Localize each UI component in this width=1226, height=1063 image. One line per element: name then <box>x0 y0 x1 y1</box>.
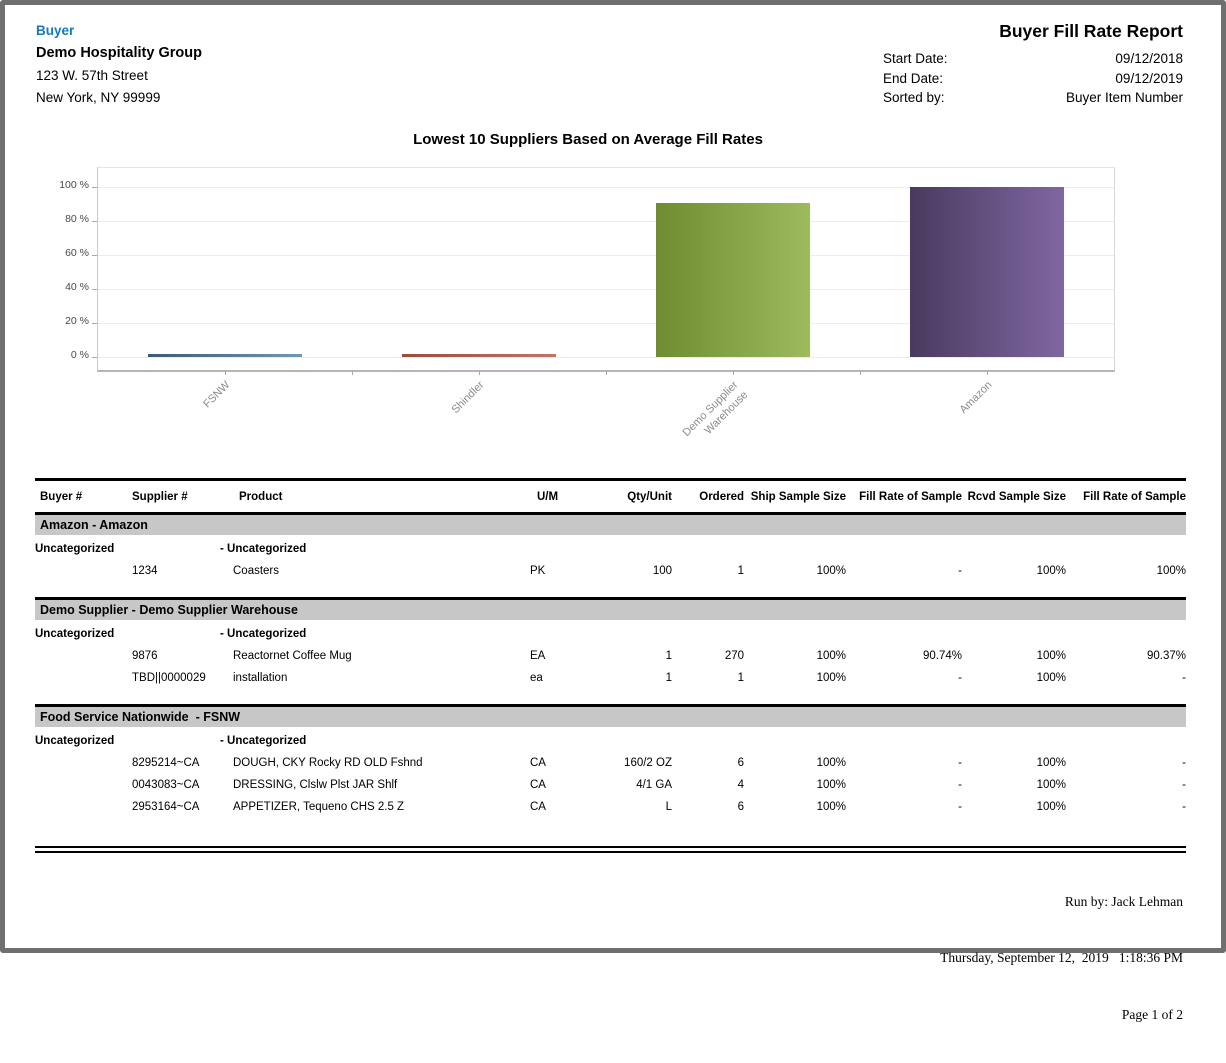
y-axis-tick <box>92 323 97 324</box>
item-row <box>35 774 1186 796</box>
buyer-label: Buyer <box>36 23 75 38</box>
buyer-company-name: Demo Hospitality Group <box>36 45 202 61</box>
item-cell: L <box>665 801 672 813</box>
category-label: Uncategorized <box>35 628 115 640</box>
category-spacer-cell <box>530 535 1186 560</box>
item-cell: ea <box>530 672 543 684</box>
item-cell: 1 <box>665 650 672 662</box>
item-cell: 160/2 OZ <box>624 757 672 769</box>
y-axis-tick-label: 80 % <box>65 213 89 225</box>
item-cell: TBD||0000029 <box>132 672 206 684</box>
item-cell: DRESSING, Clslw Plst JAR Shlf <box>233 779 398 791</box>
buyer-address-line2: New York, NY 99999 <box>36 90 161 105</box>
item-cell: 100% <box>1036 757 1066 769</box>
y-axis-tick <box>92 187 97 188</box>
item-cell: 100% <box>816 565 846 577</box>
buyer-address-line1: 123 W. 57th Street <box>36 68 148 83</box>
x-axis-tick <box>860 370 861 375</box>
item-cell <box>35 752 132 774</box>
section-title: Food Service Nationwide - FSNW <box>35 706 1186 728</box>
section-spacer-cell <box>35 818 1186 833</box>
column-header: Rcvd Sample Size <box>962 480 1066 514</box>
table-body <box>35 514 1186 834</box>
footer-divider <box>35 846 1186 853</box>
footer-page-number: Page 1 of 2 <box>1121 1007 1183 1023</box>
item-cell: 100 <box>652 565 672 577</box>
x-axis-tick <box>606 370 607 375</box>
meta-row-value: 09/12/2018 <box>1115 51 1183 66</box>
category-label: Uncategorized <box>35 543 115 555</box>
item-cell: - <box>1182 757 1186 769</box>
item-cell: 100% <box>1036 672 1066 684</box>
meta-row-label: End Date: <box>883 70 944 86</box>
item-cell: CA <box>530 801 546 813</box>
item-cell: 100% <box>816 779 846 791</box>
category-label-secondary: - Uncategorized <box>220 735 307 747</box>
item-cell: - <box>1182 801 1186 813</box>
chart-bar-amazon <box>910 187 1064 357</box>
y-axis-tick-label: 0 % <box>70 349 89 361</box>
report-footer <box>940 855 1183 1063</box>
category-spacer-cell <box>132 727 233 752</box>
section-title: Demo Supplier - Demo Supplier Warehouse <box>35 599 1186 621</box>
item-cell: 1 <box>665 672 672 684</box>
item-row <box>35 560 1186 582</box>
category-label-secondary: - Uncategorized <box>220 543 307 555</box>
item-cell: DOUGH, CKY Rocky RD OLD Fshnd <box>233 757 423 769</box>
item-cell: 100% <box>1036 650 1066 662</box>
section-spacer-row <box>35 689 1186 706</box>
item-cell: Reactornet Coffee Mug <box>233 650 352 662</box>
meta-row-label: Sorted by: <box>883 90 945 106</box>
item-cell: 270 <box>724 650 744 662</box>
meta-row-label: Start Date: <box>883 51 948 66</box>
item-cell: 6 <box>737 757 744 769</box>
category-spacer-cell <box>530 620 1186 645</box>
column-header: Ordered <box>672 480 744 514</box>
item-cell: PK <box>530 565 546 577</box>
y-axis-tick-label: 40 % <box>65 281 89 293</box>
item-cell: 100% <box>1036 801 1066 813</box>
category-spacer-cell <box>132 535 233 560</box>
column-header: Ship Sample Size <box>744 480 846 514</box>
item-cell: 9876 <box>132 650 158 662</box>
section-spacer-cell <box>35 582 1186 599</box>
section-row-amazon-amazon <box>35 514 1186 536</box>
column-header: U/M <box>530 480 606 514</box>
item-cell: CA <box>530 757 546 769</box>
chart-bar-demo-supplier-warehouse <box>656 203 810 357</box>
category-label-secondary: - Uncategorized <box>220 628 307 640</box>
column-header: Fill Rate of Sample <box>846 480 962 514</box>
item-cell: 100% <box>1156 565 1186 577</box>
column-header: Supplier # <box>132 480 233 514</box>
fill-rate-table-wrap <box>35 478 1186 833</box>
x-axis-tick <box>987 370 988 375</box>
y-axis-tick-label: 60 % <box>65 247 89 259</box>
meta-row-value: Buyer Item Number <box>1065 90 1183 106</box>
item-cell <box>35 560 132 582</box>
item-cell <box>35 796 132 818</box>
section-title: Amazon - Amazon <box>35 514 1186 536</box>
chart-x-axis-labels <box>97 379 1113 469</box>
item-cell: Coasters <box>233 565 280 577</box>
column-header: Product <box>233 480 530 514</box>
item-cell <box>35 774 132 796</box>
item-cell: - <box>1182 779 1186 791</box>
section-row-food-service-nationwide-fsnw <box>35 706 1186 728</box>
meta-row-value: 09/12/2019 <box>1115 70 1183 86</box>
item-cell <box>35 645 132 667</box>
report-meta-rows <box>883 49 1183 108</box>
x-axis-label-demo-supplier-warehouse: Demo Supplier Warehouse <box>680 379 751 439</box>
meta-row <box>883 49 1183 69</box>
meta-row <box>883 88 1183 108</box>
item-cell: 8295214~CA <box>132 757 200 769</box>
item-cell: - <box>958 757 962 769</box>
category-label: Uncategorized <box>35 735 115 747</box>
item-cell: - <box>958 779 962 791</box>
category-spacer-cell <box>530 727 1186 752</box>
x-axis-tick <box>225 370 226 375</box>
column-header: Buyer # <box>35 480 132 514</box>
item-cell: 90.74% <box>922 650 962 662</box>
category-row <box>35 535 1186 560</box>
item-cell: 100% <box>816 672 846 684</box>
section-spacer-cell <box>35 689 1186 706</box>
item-cell: 4/1 GA <box>636 779 672 791</box>
item-row <box>35 645 1186 667</box>
section-spacer-row <box>35 582 1186 599</box>
item-cell: - <box>958 565 962 577</box>
table-header-row <box>35 480 1186 514</box>
y-axis-tick <box>92 357 97 358</box>
item-cell: EA <box>530 650 546 662</box>
item-cell: 2953164~CA <box>132 801 200 813</box>
buyer-info-block <box>36 23 202 112</box>
item-cell: 1 <box>737 672 744 684</box>
category-row <box>35 727 1186 752</box>
y-axis-tick <box>92 221 97 222</box>
item-row <box>35 667 1186 689</box>
column-header: Qty/Unit <box>606 480 672 514</box>
column-header: Fill Rate of Sample <box>1066 480 1186 514</box>
y-axis-tick <box>92 289 97 290</box>
item-cell: 6 <box>737 801 744 813</box>
category-row <box>35 620 1186 645</box>
item-cell: 100% <box>1036 565 1066 577</box>
report-title: Buyer Fill Rate Report <box>999 21 1183 41</box>
item-cell <box>35 667 132 689</box>
y-axis-tick-label: 100 % <box>59 179 89 191</box>
item-cell: - <box>1182 672 1186 684</box>
item-cell: - <box>958 672 962 684</box>
section-row-demo-supplier-demo-supplier-warehouse <box>35 599 1186 621</box>
chart-bar-shindler <box>402 354 556 357</box>
chart-bar-fsnw <box>148 354 302 357</box>
category-spacer-cell <box>132 620 233 645</box>
item-row <box>35 796 1186 818</box>
footer-run-by: Run by: Jack Lehman <box>1064 893 1183 909</box>
x-axis-tick <box>479 370 480 375</box>
chart-title: Lowest 10 Suppliers Based on Average Fill Rates <box>413 131 763 148</box>
chart-plot <box>97 167 1115 372</box>
x-axis-label-amazon: Amazon <box>957 379 995 417</box>
meta-row <box>883 69 1183 89</box>
x-axis-label-fsnw: FSNW <box>201 379 233 411</box>
item-cell: installation <box>233 672 288 684</box>
item-cell: - <box>958 801 962 813</box>
item-cell: 0043083~CA <box>132 779 200 791</box>
x-axis-tick <box>733 370 734 375</box>
item-cell: 90.37% <box>1146 650 1186 662</box>
section-spacer-row <box>35 818 1186 833</box>
item-cell: 100% <box>816 801 846 813</box>
item-row <box>35 752 1186 774</box>
item-cell: 100% <box>816 650 846 662</box>
item-cell: 1 <box>737 565 744 577</box>
item-cell: CA <box>530 779 546 791</box>
item-cell: 100% <box>816 757 846 769</box>
report-meta-block <box>883 21 1183 108</box>
footer-datetime: Thursday, September 12, 2019 1:18:36 PM <box>940 950 1183 966</box>
item-cell: 4 <box>737 779 744 791</box>
item-cell: 100% <box>1036 779 1066 791</box>
y-axis-tick-label: 20 % <box>65 315 89 327</box>
fill-rate-table <box>35 478 1186 833</box>
x-axis-label-shindler: Shindler <box>449 379 487 417</box>
item-cell: APPETIZER, Tequeno CHS 2.5 Z <box>233 801 405 813</box>
y-axis-tick <box>92 255 97 256</box>
table-head <box>35 480 1186 514</box>
item-cell: 1234 <box>132 565 158 577</box>
x-axis-tick <box>352 370 353 375</box>
